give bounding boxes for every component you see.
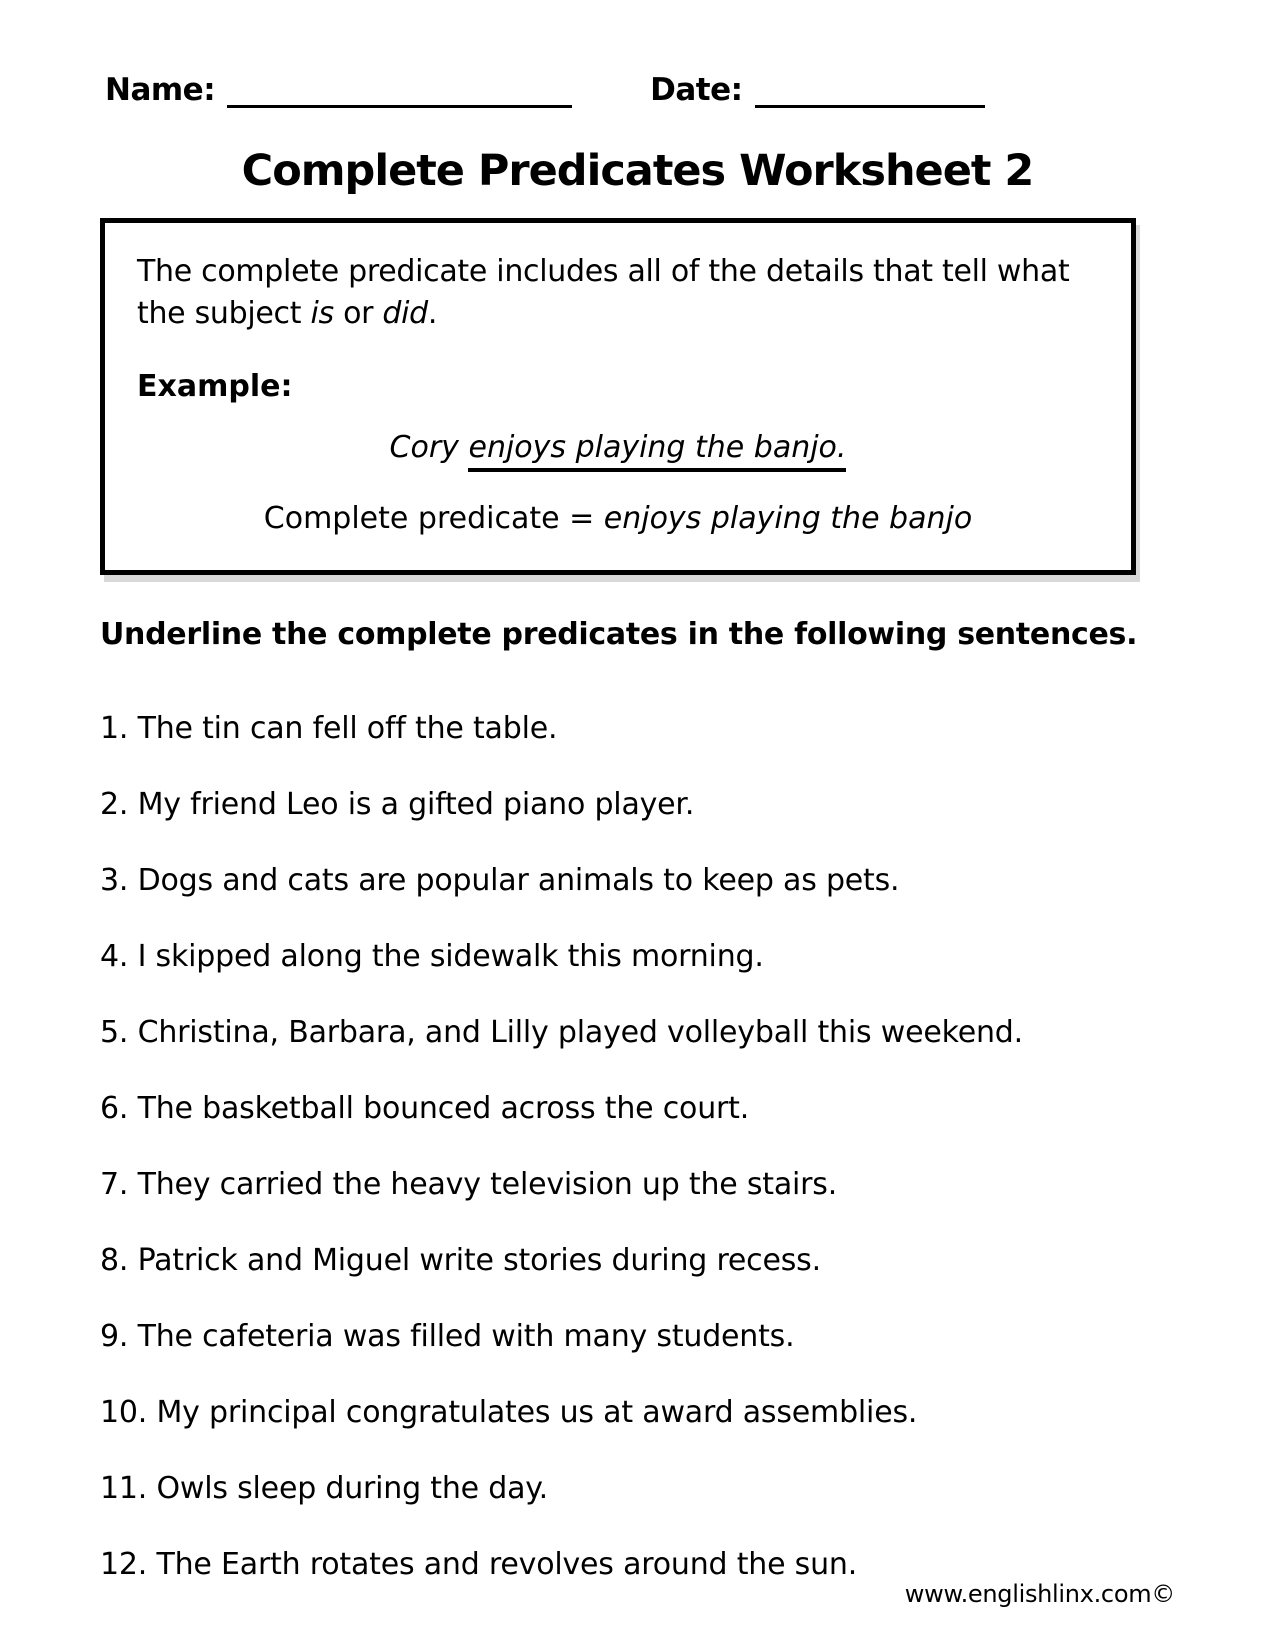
page-title: Complete Predicates Worksheet 2	[241, 146, 1034, 196]
sentence-item	[100, 1319, 1275, 1354]
example-sentence	[137, 430, 1099, 465]
sentence-number: 5.	[100, 1015, 129, 1050]
sentence-item	[100, 863, 1275, 898]
sentence-item	[100, 1091, 1275, 1126]
sentence-text: The Earth rotates and revolves around the sun.	[156, 1547, 858, 1582]
sentence-number: 4.	[100, 939, 129, 974]
sentence-text: Patrick and Miguel write stories during recess.	[137, 1243, 821, 1278]
definition-did-word: did	[382, 296, 428, 331]
sentence-number: 7.	[100, 1167, 129, 1202]
definition-is-word: is	[310, 296, 334, 331]
sentence-text: I skipped along the sidewalk this morning.	[137, 939, 764, 974]
sentence-number: 10.	[100, 1395, 148, 1430]
sentence-item	[100, 939, 1275, 974]
sentence-text: Christina, Barbara, and Lilly played volleyball this weekend.	[137, 1015, 1023, 1050]
sentence-item	[100, 711, 1275, 746]
definition-period: .	[427, 296, 438, 331]
sentence-item	[100, 1395, 1275, 1430]
sentence-item	[100, 1167, 1275, 1202]
name-label: Name:	[105, 72, 216, 108]
example-answer-predicate: enjoys playing the banjo	[603, 501, 973, 536]
date-blank-line[interactable]	[755, 74, 985, 108]
definition-box	[100, 218, 1136, 575]
sentence-text: Owls sleep during the day.	[156, 1471, 548, 1506]
sentence-text: The basketball bounced across the court.	[137, 1091, 750, 1126]
name-blank-line[interactable]	[227, 74, 572, 108]
instructions: Underline the complete predicates in the following sentences.	[100, 617, 1138, 652]
sentence-item	[100, 1547, 1275, 1582]
sentence-number: 1.	[100, 711, 129, 746]
sentence-number: 3.	[100, 863, 129, 898]
sentence-item	[100, 1243, 1275, 1278]
example-label: Example:	[137, 369, 293, 404]
example-answer	[137, 501, 1099, 536]
definition-or-word: or	[333, 296, 383, 331]
sentence-list	[100, 711, 1275, 1582]
sentence-text: They carried the heavy television up the stairs.	[137, 1167, 838, 1202]
date-label: Date:	[650, 72, 743, 108]
name-field	[105, 72, 572, 108]
sentence-number: 12.	[100, 1547, 148, 1582]
sentence-number: 9.	[100, 1319, 129, 1354]
sentence-item	[100, 1471, 1275, 1506]
sentence-number: 8.	[100, 1243, 129, 1278]
definition-text	[137, 251, 1099, 335]
header	[0, 0, 1275, 108]
sentence-item	[100, 787, 1275, 822]
sentence-text: My principal congratulates us at award assemblies.	[156, 1395, 918, 1430]
example-predicate-underlined: enjoys playing the banjo.	[468, 430, 846, 472]
example-subject: Cory	[389, 430, 459, 465]
sentence-number: 11.	[100, 1471, 148, 1506]
sentence-number: 2.	[100, 787, 129, 822]
example-answer-prefix: Complete predicate =	[263, 501, 604, 536]
footer-credit: www.englishlinx.com©	[904, 1580, 1175, 1608]
definition-part1: The complete predicate includes all of the details that tell what the subject	[137, 254, 1070, 331]
sentence-item	[100, 1015, 1275, 1050]
sentence-number: 6.	[100, 1091, 129, 1126]
date-field	[650, 72, 984, 108]
sentence-text: The cafeteria was filled with many students.	[137, 1319, 795, 1354]
sentence-text: The tin can fell off the table.	[137, 711, 558, 746]
sentence-text: Dogs and cats are popular animals to keep as pets.	[137, 863, 900, 898]
sentence-text: My friend Leo is a gifted piano player.	[137, 787, 695, 822]
